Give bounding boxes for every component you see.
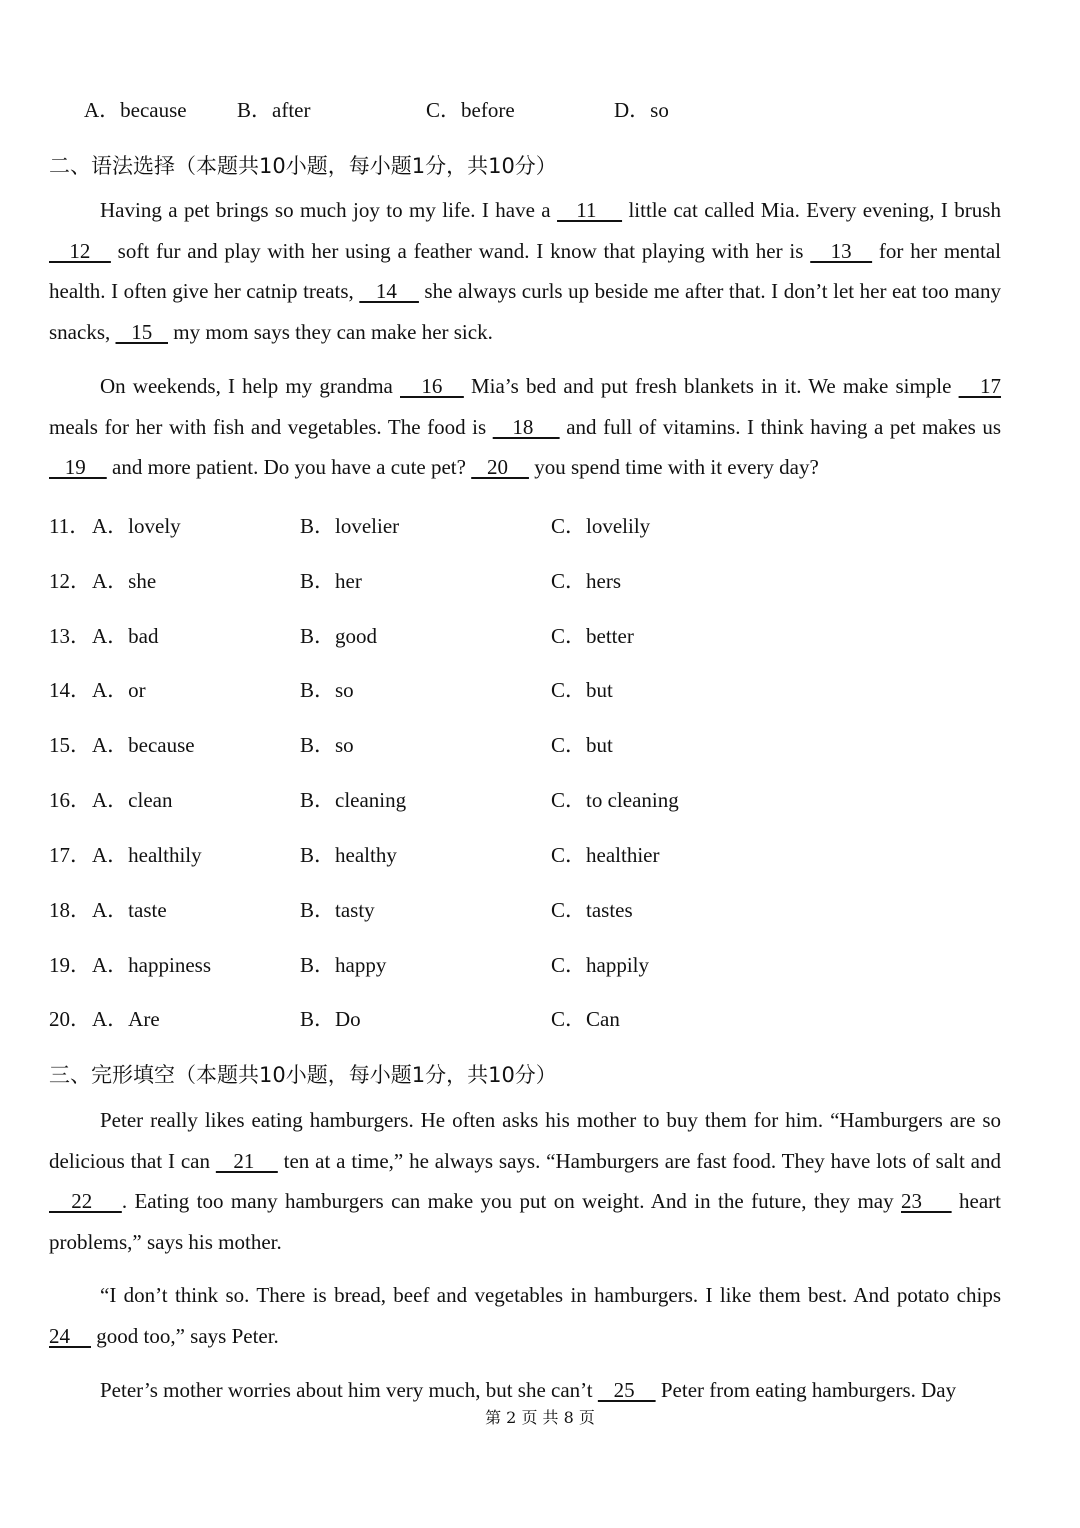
blank-22: 22 [49, 1189, 122, 1213]
question-number: 13． [49, 624, 91, 648]
option-c: C．healthier [551, 843, 660, 867]
text: little cat called Mia. Every evening, I brush [622, 198, 1001, 222]
text: Peter’s mother worries about him very much, but she can’t [100, 1378, 598, 1402]
text: heart problems,” says his mother. [49, 1189, 1001, 1254]
option-b: B．healthy [300, 843, 397, 867]
option-c: C．Can [551, 1007, 620, 1031]
option-a: A．happiness [92, 953, 211, 977]
section2-title: 二、语法选择（本题共10小题，每小题1分，共10分） [49, 154, 557, 178]
question-row-17 [49, 839, 949, 869]
text: “I don’t think so. There is bread, beef and vegetables in hamburgers. I like them best. And potato chips [100, 1283, 1001, 1307]
option-b: B．cleaning [300, 788, 407, 812]
question-number: 20． [49, 1007, 91, 1031]
question-row-20 [49, 1003, 949, 1033]
question-number: 12． [49, 569, 91, 593]
question-number: 17． [49, 843, 91, 867]
prev-option-d: D．so [614, 98, 669, 122]
question-row-13 [49, 620, 949, 650]
text: good too,” says Peter. [91, 1323, 279, 1348]
option-a: A．or [92, 678, 146, 702]
question-row-14 [49, 674, 949, 704]
question-row-18 [49, 894, 949, 924]
option-b: B．so [300, 678, 354, 702]
blank-12: 12 [49, 238, 111, 263]
blank-25: 25 [597, 1378, 656, 1402]
section3-title: 三、完形填空（本题共10小题，每小题1分，共10分） [49, 1063, 557, 1087]
blank-14: 14 [359, 279, 419, 303]
question-row-15 [49, 729, 949, 759]
blank-13: 13 [810, 238, 873, 263]
option-a: A．she [92, 569, 157, 593]
option-b: B．her [300, 569, 362, 593]
option-b: B．lovelier [300, 514, 400, 538]
question-number: 15． [49, 733, 91, 757]
page-footer: 第 2 页 共 8 页 [485, 1408, 595, 1427]
text: . Eating too many hamburgers can make you put on weight. And in the future, they may [121, 1189, 902, 1213]
option-a: A．healthily [92, 843, 202, 867]
option-a: A．lovely [92, 514, 181, 538]
question-number: 18． [49, 898, 91, 922]
blank-19: 19 [49, 455, 107, 479]
prev-option-b: B．after [237, 98, 311, 122]
text: and full of vitamins. I think having a pet makes us [559, 414, 1001, 439]
text: ten at a time,” he always says. “Hamburgers are fast food. They have lots of salt and [277, 1148, 1001, 1173]
question-number: 16． [49, 788, 91, 812]
blank-20: 20 [471, 455, 529, 479]
text: my mom says they can make her sick. [168, 319, 493, 344]
text: she always curls up beside me after that. I don’t let her eat too many snacks, [49, 279, 1001, 344]
option-c: C．happily [551, 953, 649, 977]
text: Peter from eating hamburgers. Day [655, 1378, 957, 1402]
option-a: A．because [92, 733, 195, 757]
text: On weekends, I help my grandma [100, 374, 400, 398]
option-c: C．but [551, 678, 613, 702]
text: for her mental health. I often give her catnip treats, [49, 238, 1001, 303]
text: meals for her with fish and vegetables. The food is [49, 414, 493, 439]
question-row-16 [49, 784, 949, 814]
prev-option-c: C．before [426, 98, 515, 122]
blank-17: 17 [958, 374, 1002, 398]
question-row-11 [49, 510, 949, 540]
option-c: C．lovelily [551, 514, 651, 538]
blank-21: 21 [215, 1148, 278, 1173]
option-c: C．but [551, 733, 613, 757]
option-a: A．clean [92, 788, 173, 812]
question-row-12 [49, 565, 949, 595]
blank-23: 23 [901, 1189, 952, 1213]
question-row-19 [49, 949, 949, 979]
blank-18: 18 [492, 414, 560, 439]
blank-15: 15 [115, 319, 168, 344]
option-c: C．better [551, 624, 634, 648]
question-number: 19． [49, 953, 91, 977]
option-b: B．tasty [300, 898, 375, 922]
prev-option-a: A．because [84, 98, 187, 122]
option-a: A．taste [92, 898, 167, 922]
blank-24: 24 [49, 1323, 91, 1348]
blank-16: 16 [400, 374, 464, 398]
text: Mia’s bed and put fresh blankets in it. We make simple [463, 374, 959, 398]
section3-paragraph-2 [49, 1275, 1001, 1356]
question-number: 14． [49, 678, 91, 702]
option-a: A．bad [92, 624, 159, 648]
option-b: B．happy [300, 953, 387, 977]
text: you spend time with it every day? [528, 455, 819, 479]
text: and more patient. Do you have a cute pet? [106, 455, 472, 479]
text: soft fur and play with her using a feather wand. I know that playing with her is [110, 238, 811, 263]
option-c: C．hers [551, 569, 621, 593]
option-c: C．tastes [551, 898, 633, 922]
option-b: B．good [300, 624, 378, 648]
text: Having a pet brings so much joy to my life. I have a [100, 198, 558, 222]
section2-paragraph-1 [49, 190, 1001, 352]
option-c: C．to cleaning [551, 788, 679, 812]
option-b: B．Do [300, 1007, 361, 1031]
question-number: 11． [49, 514, 91, 538]
text: Peter really likes eating hamburgers. He often asks his mother to buy them for him. “Hamburgers are so delicious that I can [49, 1108, 1001, 1173]
blank-11: 11 [557, 198, 623, 222]
option-a: A．Are [92, 1007, 160, 1031]
section2-paragraph-2 [49, 366, 1001, 488]
section3-paragraph-1 [49, 1100, 1001, 1262]
option-b: B．so [300, 733, 354, 757]
